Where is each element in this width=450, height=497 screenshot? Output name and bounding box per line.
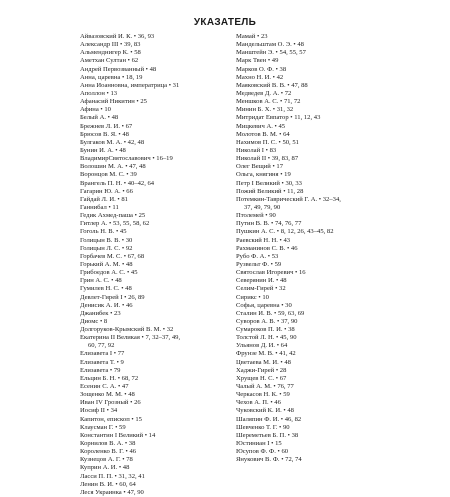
index-entry: Чалый А. М. • 76, 77 bbox=[236, 383, 294, 391]
index-entry: Есенин С. А. • 47 bbox=[80, 383, 129, 391]
index-entry: Птолемей • 90 bbox=[236, 212, 276, 220]
index-entry: Гитлер А. • 53, 55, 58, 62 bbox=[80, 220, 150, 228]
index-entry: Манштейн Э. • 54, 55, 57 bbox=[236, 49, 306, 57]
index-entry: Мандельштам О. Э. • 48 bbox=[236, 41, 304, 49]
index-entry: Рахманинов С. В. • 46 bbox=[236, 244, 298, 252]
index-entry: Бунин И. А. • 48 bbox=[80, 146, 126, 154]
index-entry: Нахимов П. С. • 50, 51 bbox=[236, 138, 299, 146]
index-entry: Долгоруков-Крымский В. М. • 32 bbox=[80, 326, 174, 334]
index-entry: Горбачев М. С. • 67, 68 bbox=[80, 252, 145, 260]
index-entry: Грибоедов А. С. • 45 bbox=[80, 269, 138, 277]
index-entry: Воронцов М. С. • 39 bbox=[80, 171, 137, 179]
index-entry: Брюсов В. Я. • 48 bbox=[80, 130, 129, 138]
index-entry: Шереметьев Б. П. • 38 bbox=[236, 431, 299, 439]
index-entry: Афанасий Никитин • 25 bbox=[80, 98, 147, 106]
index-entry: Капитон, епископ • 15 bbox=[80, 415, 142, 423]
index-entry: Фрунзе М. В. • 41, 42 bbox=[236, 350, 296, 358]
index-entry: Зощенко М. М. • 48 bbox=[80, 391, 135, 399]
index-entry: Маяковский В. В. • 47, 88 bbox=[236, 81, 308, 89]
index-entry: Ленин В. И. • 60, 64 bbox=[80, 480, 136, 488]
index-entry: Куприн А. И. • 48 bbox=[80, 464, 130, 472]
index-entry: Константин I Великий • 14 bbox=[80, 431, 156, 439]
index-entry: ВладимирСвятославович • 16–19 bbox=[80, 155, 173, 163]
index-entry: Гумилев Н. С. • 48 bbox=[80, 285, 132, 293]
index-entry: Чуковский К. И. • 48 bbox=[236, 407, 294, 415]
index-entry: Гоголь Н. В. • 45 bbox=[80, 228, 127, 236]
index-entry: Хрущев Н. С. • 67 bbox=[236, 374, 287, 382]
index-entry: Александр III • 39, 83 bbox=[80, 41, 141, 49]
index-entry: Черкасов Н. К. • 59 bbox=[236, 391, 290, 399]
index-entry: Мамай • 23 bbox=[236, 33, 268, 40]
index-entry: Айвазовский И. К. • 36, 93 bbox=[80, 33, 155, 40]
index-entry: Сталин И. В. • 59, 63, 69 bbox=[236, 309, 305, 317]
index-entry: Софья, царевна • 30 bbox=[236, 301, 292, 309]
index-entry: Сумароков П. И. • 38 bbox=[236, 326, 295, 334]
index-entry: Николай II • 39, 83, 87 bbox=[236, 155, 299, 163]
index-entry: Девлет-Гирей I • 26, 89 bbox=[80, 293, 145, 301]
index-entry: Анна, царевна • 18, 19 bbox=[80, 73, 143, 81]
index-entry: Святослав Игоревич • 16 bbox=[236, 269, 306, 277]
index-entry: Марков О. Ф. • 38 bbox=[236, 65, 287, 73]
index-entry: Альменднигер К. • 58 bbox=[80, 49, 141, 57]
index-entry: Минин Б. Х. • 31, 32 bbox=[236, 106, 294, 114]
index-column-right bbox=[236, 33, 396, 464]
index-entry: Елизавета Т. • 9 bbox=[80, 358, 124, 366]
index-entry: Мицкевич А. • 45 bbox=[236, 122, 286, 130]
index-entry: Путин В. В. • 74, 76, 77 bbox=[236, 220, 302, 228]
index-entry: Хаджи-Гирей • 28 bbox=[236, 366, 287, 374]
index-entry: Юстиниан I • 15 bbox=[236, 440, 282, 448]
index-entry: Иосиф II • 34 bbox=[80, 407, 118, 415]
index-entry: Гайдай Л. И. • 81 bbox=[80, 195, 128, 203]
index-entry: Пушкин А. С. • 8, 12, 26, 43–45, 82 bbox=[236, 228, 334, 236]
index-entry: Ельцин Б. Н. • 68, 72 bbox=[80, 374, 139, 382]
index-entry: Рубо Ф. А. • 53 bbox=[236, 252, 279, 260]
index-entry: Митридат Евпатор • 11, 12, 43 bbox=[236, 114, 321, 122]
index-entry: Суворов А. В. • 37, 90 bbox=[236, 317, 298, 325]
index-entry: Денисик А. И. • 46 bbox=[80, 301, 133, 309]
index-entry: Врангель П. Н. • 40–42, 64 bbox=[80, 179, 155, 187]
index-entry: Голицын В. В. • 30 bbox=[80, 236, 133, 244]
index-entry: Петр I Великий • 30, 33 bbox=[236, 179, 302, 187]
index-entry: Аполлон • 13 bbox=[80, 89, 118, 97]
index-entry: Короленко В. Г. • 46 bbox=[80, 448, 137, 456]
index-entry: Олег Вещий • 17 bbox=[236, 163, 283, 171]
index-entry: Волошин М. А. • 47, 48 bbox=[80, 163, 146, 171]
index-entry: Пожий Великий • 11, 28 bbox=[236, 187, 304, 195]
index-entry: Чехов А. П. • 46 bbox=[236, 399, 281, 407]
index-entry: Иван IV Грозный • 26 bbox=[80, 399, 141, 407]
index-entry: Шевченко Т. Г. • 90 bbox=[236, 423, 290, 431]
index-entry: Ульянов Д. И. • 64 bbox=[236, 342, 288, 350]
index-entry: Гагарин Ю. А. • 66 bbox=[80, 187, 133, 195]
index-entry: 60, 77, 92 bbox=[88, 342, 115, 350]
index-entry: Селим-Гирей • 32 bbox=[236, 285, 286, 293]
index-entry: Кузнецов А. Г. • 78 bbox=[80, 456, 133, 464]
index-entry: Леся Украинка • 47, 90 bbox=[80, 488, 144, 496]
index-entry: Екатерина II Великая • 7, 32–37, 49, bbox=[80, 334, 181, 342]
index-entry: Медведев Д. А. • 72 bbox=[236, 89, 292, 97]
index-entry: Брежнев Л. И. • 67 bbox=[80, 122, 133, 130]
index-entry: Корнилов В. А. • 38 bbox=[80, 440, 136, 448]
index-entry: Рузвельт Ф. • 59 bbox=[236, 260, 282, 268]
index-entry: Юсупов Ф. Ф. • 60 bbox=[236, 448, 289, 456]
index-entry: Ольга, княгиня • 19 bbox=[236, 171, 291, 179]
index-entry: Шаляпин Ф. И. • 46, 82 bbox=[236, 415, 302, 423]
index-entry: Афина • 10 bbox=[80, 106, 111, 114]
index-entry: Елизавета I • 77 bbox=[80, 350, 125, 358]
index-entry: Анна Иоанновна, императрица • 31 bbox=[80, 81, 180, 89]
index-entry: Ганнибал • 11 bbox=[80, 203, 119, 211]
index-entry: 37, 49, 79, 90 bbox=[244, 203, 281, 211]
index-entry: Диомс • 8 bbox=[80, 317, 108, 325]
index-entry: Янукович В. Ф. • 72, 74 bbox=[236, 456, 302, 464]
index-entry: Махно Н. И. • 42 bbox=[236, 73, 284, 81]
index-entry: Джанибек • 23 bbox=[80, 309, 121, 317]
index-entry: Грин А. С. • 48 bbox=[80, 277, 122, 285]
index-entry: Гедик Ахмед-паша • 25 bbox=[80, 212, 146, 220]
index-column-left bbox=[80, 33, 230, 497]
index-entry: Раевский Н. Н. • 43 bbox=[236, 236, 291, 244]
index-entry: Елизавета • 79 bbox=[80, 366, 121, 374]
index-entry: Ласси П. П. • 31, 32, 41 bbox=[80, 472, 145, 480]
index-entry: Белый А. • 48 bbox=[80, 114, 119, 122]
index-entry: Потемкин-Таврический Г. А. • 32–34, bbox=[236, 195, 341, 203]
index-entry: Цветаева М. И. • 48 bbox=[236, 358, 291, 366]
index-entry: Северянин И. • 48 bbox=[236, 277, 287, 285]
index-entry: Клаусман Г. • 59 bbox=[80, 423, 126, 431]
index-entry: Булгаков М. А. • 42, 48 bbox=[80, 138, 145, 146]
page-title: УКАЗАТЕЛЬ bbox=[193, 17, 257, 28]
index-entry: Андрей Первозванный • 48 bbox=[80, 65, 157, 73]
index-entry: Горький А. М. • 48 bbox=[80, 260, 133, 268]
index-entry: Сирикс • 10 bbox=[236, 293, 269, 301]
index-entry: Меншков А. С. • 71, 72 bbox=[236, 98, 301, 106]
index-entry: Толстой Л. Н. • 45, 90 bbox=[236, 334, 297, 342]
index-entry: Николай I • 83 bbox=[236, 146, 277, 154]
index-entry: Молотов В. М. • 64 bbox=[236, 130, 290, 138]
index-entry: Марк Твен • 49 bbox=[236, 57, 279, 65]
index-entry: Голицын Л. С. • 92 bbox=[80, 244, 133, 252]
index-entry: Аметхан Султан • 62 bbox=[80, 57, 139, 65]
